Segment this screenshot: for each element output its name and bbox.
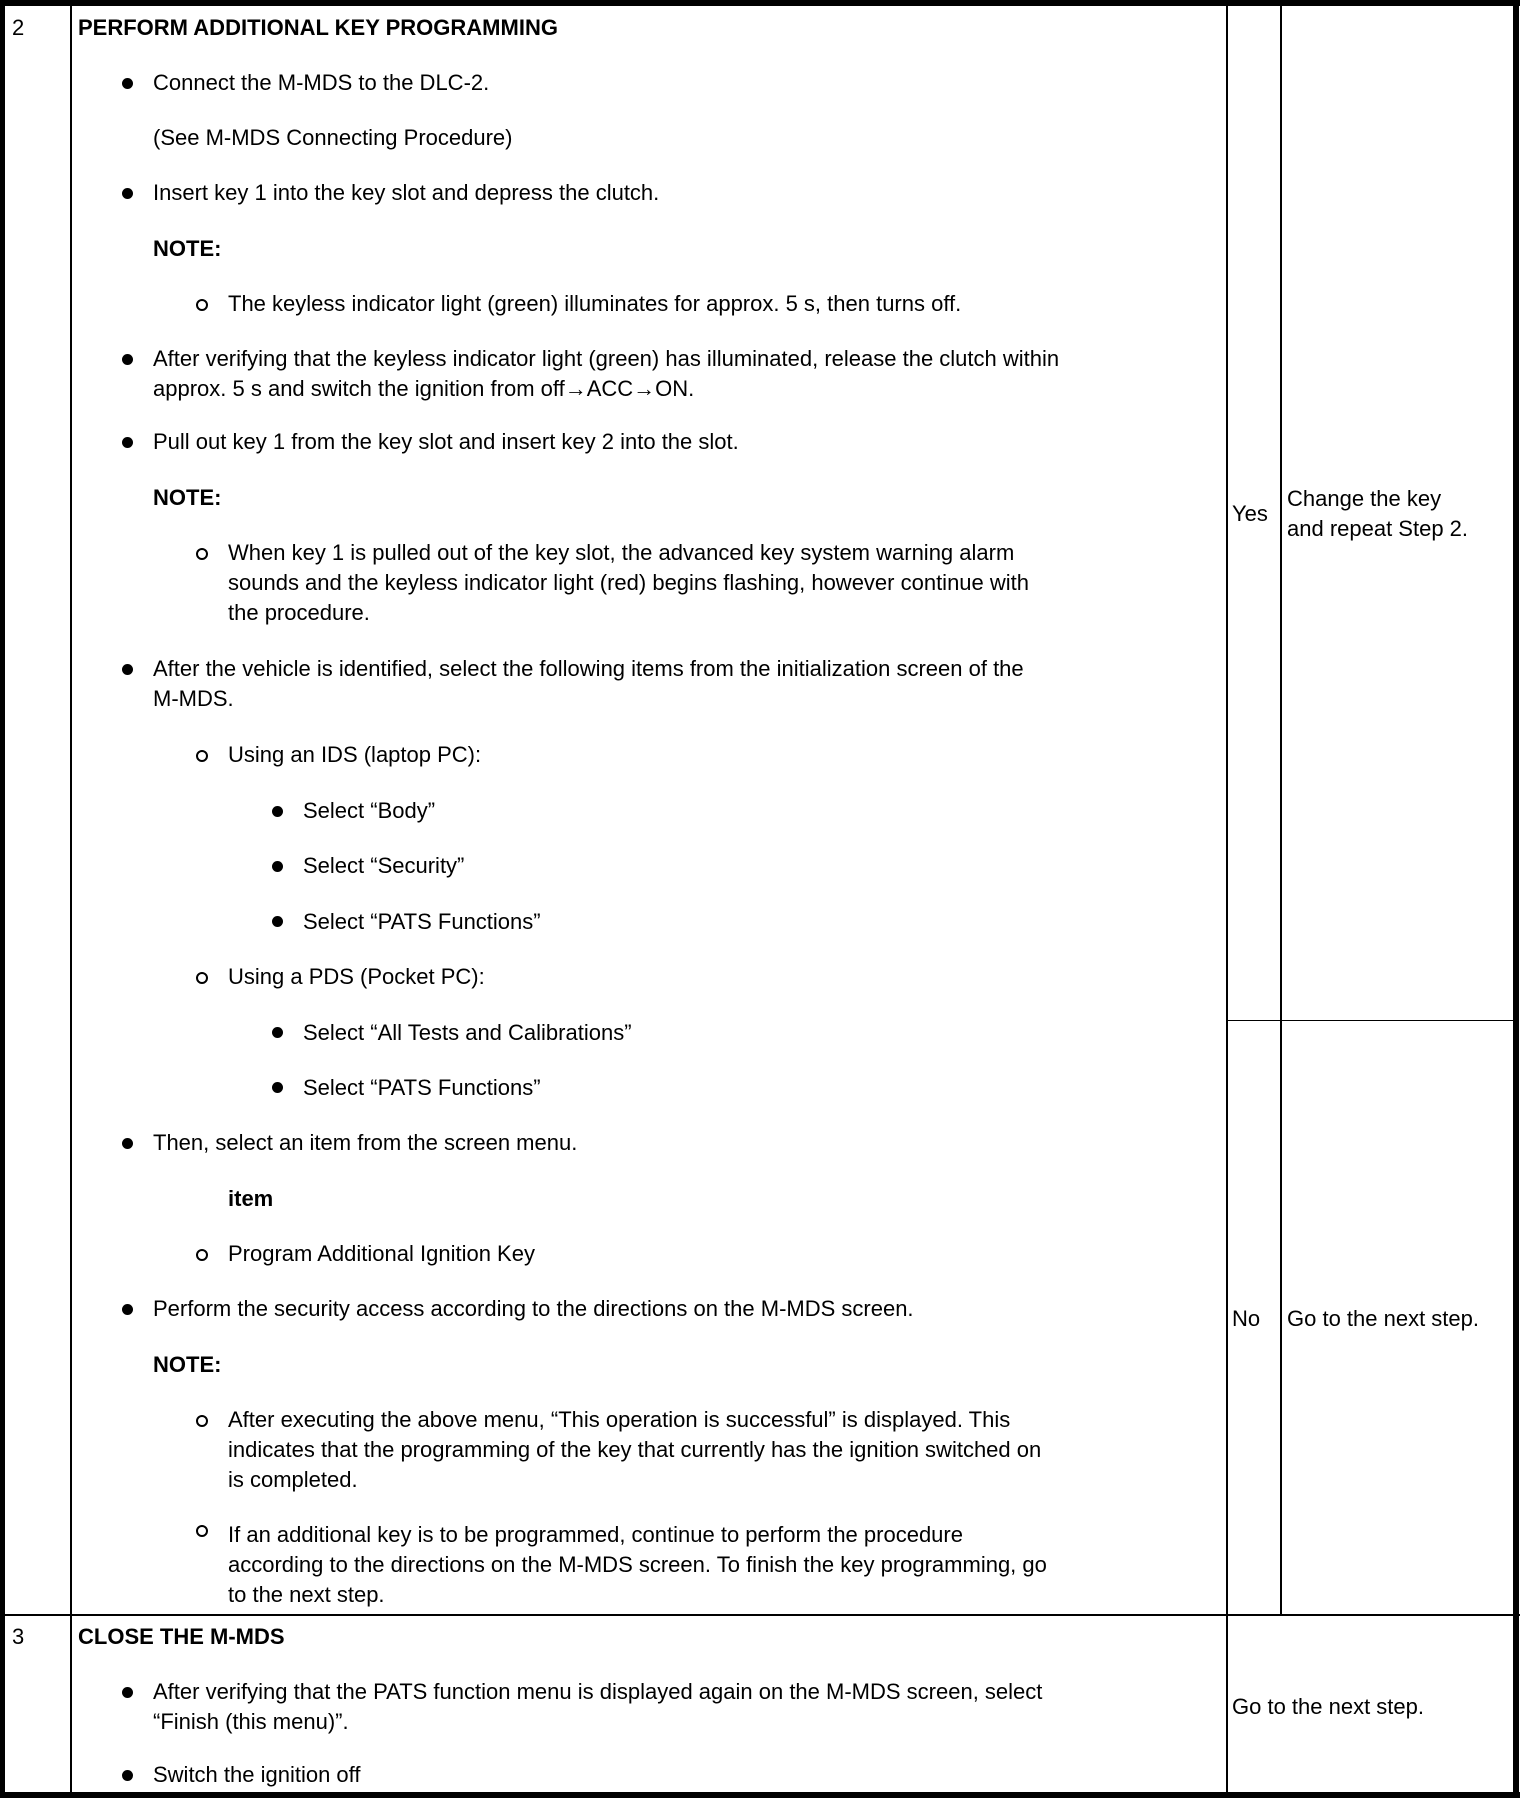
step-number: 3 — [12, 1624, 25, 1649]
menu-selection: Select “PATS Functions” — [303, 1075, 541, 1100]
circle-bullet-icon — [196, 548, 208, 560]
circle-bullet-icon — [196, 1415, 208, 1427]
note-item: sounds and the keyless indicator light (red) begins flashing, however continue with — [228, 570, 1030, 595]
list-item: Switch the ignition off — [153, 1762, 361, 1787]
border — [0, 1792, 1520, 1798]
note-item: After executing the above menu, “This operation is successful” is displayed. This — [228, 1407, 1011, 1432]
border — [0, 0, 1520, 6]
border — [0, 0, 5, 1798]
bullet-icon — [122, 1304, 133, 1315]
menu-selection: Select “Security” — [303, 853, 465, 878]
circle-bullet-icon — [196, 972, 208, 984]
step-title: PERFORM ADDITIONAL KEY PROGRAMMING — [78, 15, 558, 40]
sub-item: Using a PDS (Pocket PC): — [228, 964, 485, 989]
circle-bullet-icon — [196, 750, 208, 762]
action-no: Go to the next step. — [1287, 1306, 1480, 1331]
reference-link[interactable]: (See M-MDS Connecting Procedure) — [153, 125, 513, 150]
list-item: After verifying that the PATS function menu is displayed again on the M-MDS screen, select — [153, 1679, 1043, 1704]
bullet-icon — [122, 78, 133, 89]
border — [1513, 0, 1519, 1798]
bullet-icon — [272, 806, 283, 817]
bullet-icon — [122, 188, 133, 199]
note-item: When key 1 is pulled out of the key slot, the advanced key system warning alarm — [228, 540, 1015, 565]
bullet-icon — [122, 437, 133, 448]
bullet-icon — [122, 664, 133, 675]
menu-selection: Select “All Tests and Calibrations” — [303, 1020, 632, 1045]
action-yes: and repeat Step 2. — [1287, 516, 1469, 541]
menu-selection: Select “Body” — [303, 798, 436, 823]
note-label: NOTE: — [153, 1352, 222, 1377]
note-item: according to the directions on the M-MDS screen. To finish the key programming, go — [228, 1552, 1047, 1577]
list-item: After verifying that the keyless indicator light (green) has illuminated, release the clutch within — [153, 346, 1060, 371]
result-no: No — [1232, 1306, 1261, 1331]
list-item: Perform the security access according to the directions on the M-MDS screen. — [153, 1296, 914, 1321]
bullet-icon — [272, 916, 283, 927]
circle-bullet-icon — [196, 1525, 208, 1537]
bullet-icon — [122, 1687, 133, 1698]
list-item: approx. 5 s and switch the ignition from off→ACC→ON. — [153, 376, 695, 401]
divider — [1226, 0, 1228, 1798]
bullet-icon — [272, 861, 283, 872]
note-item: The keyless indicator light (green) illuminates for approx. 5 s, then turns off. — [228, 291, 962, 316]
result-yes: Yes — [1232, 501, 1268, 526]
action-yes: Change the key — [1287, 486, 1442, 511]
divider — [70, 0, 72, 1798]
note-label: NOTE: — [153, 236, 222, 261]
bullet-icon — [122, 354, 133, 365]
circle-bullet-icon — [196, 299, 208, 311]
step-number: 2 — [12, 15, 25, 40]
list-item: Insert key 1 into the key slot and depress the clutch. — [153, 180, 660, 205]
divider — [0, 1614, 1520, 1616]
step-title: CLOSE THE M-MDS — [78, 1624, 285, 1649]
divider — [1226, 1020, 1516, 1021]
note-item: If an additional key is to be programmed, continue to perform the procedure — [228, 1522, 963, 1547]
sub-item: Using an IDS (laptop PC): — [228, 742, 482, 767]
list-item: After the vehicle is identified, select the following items from the initialization screen of the — [153, 656, 1024, 681]
note-item: the procedure. — [228, 600, 370, 625]
menu-selection: Select “PATS Functions” — [303, 909, 541, 934]
note-item: is completed. — [228, 1467, 358, 1492]
list-item: Then, select an item from the screen menu. — [153, 1130, 578, 1155]
list-item: “Finish (this menu)”. — [153, 1709, 349, 1734]
item-header: item — [228, 1186, 274, 1211]
list-item: M-MDS. — [153, 686, 234, 711]
list-item: Connect the M-MDS to the DLC-2. — [153, 70, 490, 95]
divider — [1280, 0, 1282, 1615]
note-item: to the next step. — [228, 1582, 385, 1607]
note-item: indicates that the programming of the key that currently has the ignition switched on — [228, 1437, 1042, 1462]
bullet-icon — [122, 1770, 133, 1781]
circle-bullet-icon — [196, 1249, 208, 1261]
bullet-icon — [272, 1027, 283, 1038]
bullet-icon — [272, 1082, 283, 1093]
action: Go to the next step. — [1232, 1694, 1425, 1719]
bullet-icon — [122, 1138, 133, 1149]
list-item: Pull out key 1 from the key slot and insert key 2 into the slot. — [153, 429, 739, 454]
sub-item: Program Additional Ignition Key — [228, 1241, 535, 1266]
note-label: NOTE: — [153, 485, 222, 510]
